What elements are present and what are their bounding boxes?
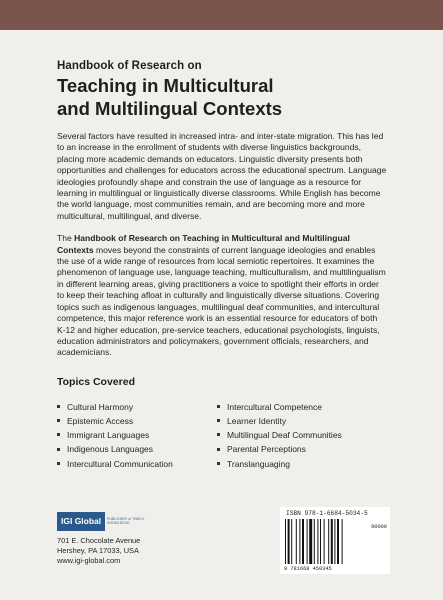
topic-label: Epistemic Access [67,415,134,426]
book-title-line-2: and Multilingual Contexts [57,98,283,119]
topics-column-left [57,400,173,471]
bullet-icon [57,433,60,436]
paragraph-2-lead: The [57,233,72,244]
topics-column-right [217,400,342,471]
topic-label: Learner Identity [227,415,287,426]
topic-item [57,442,173,456]
publisher-block [57,509,197,566]
topic-label: Translanguaging [227,458,291,469]
barcode-bar [317,519,318,564]
topic-label: Intercultural Communication [67,458,173,469]
isbn-barcode [280,507,390,574]
barcode-bar [324,519,325,564]
book-title [57,74,387,120]
bullet-icon [217,433,220,436]
topic-item [57,414,173,428]
barcode-bar [288,519,290,564]
barcode-price-code: 90000 [371,524,387,530]
address-line-2: Hershey, PA 17033, USA [57,546,139,555]
topic-item [217,400,342,414]
publisher-logo-mark: IGI Global [57,512,105,531]
publisher-address [57,536,197,566]
barcode-bar [328,519,329,564]
barcode-bar [302,519,304,564]
barcode-bar [314,519,315,564]
topic-item [217,414,342,428]
barcode-bar [307,519,308,564]
topic-item [57,428,173,442]
bullet-icon [217,419,220,422]
barcode-bar [309,519,312,564]
barcode-bar [299,519,300,564]
bullet-icon [57,462,60,465]
address-line-1: 701 E. Chocolate Avenue [57,536,141,545]
topics-heading: Topics Covered [57,375,135,388]
topic-label: Intercultural Competence [227,401,322,412]
description-paragraph-1: Several factors have resulted in increased intra- and inter-state migration. This has led to an increase in the enrollment of students with diverse linguistics backgrounds, placing more academic demands on educators. Linguistic diversity presents both opportunities and challenges for educators across the educational spectrum. Language ideologies profoundly shape and constrain the use of language as a resource for learning in multilingual or linguistically diverse classrooms. While English has become the world language, most communities remain, and are becoming more and more multicultural, multilingual, and diverse. [57,131,387,221]
barcode-digits: 9 781668 450345 [284,566,332,572]
barcode-bar [342,519,343,564]
barcode-bar [337,519,339,564]
book-title-line-1: Teaching in Multicultural [57,75,274,96]
publisher-logo [57,509,197,533]
back-cover-content [57,30,387,472]
topic-label: Parental Perceptions [227,444,306,455]
bullet-icon [217,462,220,465]
isbn-number: ISBN 978-1-6684-5034-5 [286,510,368,517]
bullet-icon [217,405,220,408]
paragraph-2-rest: moves beyond the constraints of current language ideologies and enables the use of a wide range of resources from local semiotic repertoires. It examines the phenomenon of language use, language teaching, multiculturalism, and multilingualism in different learning areas, giving practitioners a voice to spotlight their efforts in order to keep their teaching afloat in culturally and linguistically diverse situations. Covering topics such as indigenous languages, multilingual deaf communities, and intercultural competence, this major reference work is an essential resource for educators of both K-12 and higher education, pre-service teachers, educational psychologists, linguists, education administrators and policymakers, government officials, researchers, and academicians. [57,244,386,358]
barcode-bar [285,519,286,564]
bullet-icon [57,405,60,408]
bullet-icon [57,419,60,422]
barcode-bar [291,519,292,564]
description-paragraph-2 [57,233,387,358]
topic-label: Cultural Harmony [67,401,134,412]
bullet-icon [217,448,220,451]
barcode-bar [334,519,335,564]
topic-label: Multilingual Deaf Communities [227,430,342,441]
topic-label: Indigenous Languages [67,444,154,455]
top-color-band [0,0,443,30]
topic-label: Immigrant Languages [67,430,150,441]
publisher-logo-tagline: PUBLISHER of TIMELY KNOWLEDGE [107,517,145,525]
topic-item [217,442,342,456]
topic-item [57,457,173,471]
topic-item [217,428,342,442]
barcode-bar [331,519,333,564]
topics-list [57,400,387,472]
publisher-website: www.igi-global.com [57,556,121,565]
paragraph-2-bold-title: Handbook of Research on Teaching in Multicultural and Multilingual Contexts [57,233,350,255]
barcode-bar [296,519,297,564]
topic-item [57,400,173,414]
bullet-icon [57,448,60,451]
barcode-bar [320,519,321,564]
topic-item [217,457,342,471]
barcode-bars [285,519,353,564]
book-pre-title: Handbook of Research on [57,60,202,72]
